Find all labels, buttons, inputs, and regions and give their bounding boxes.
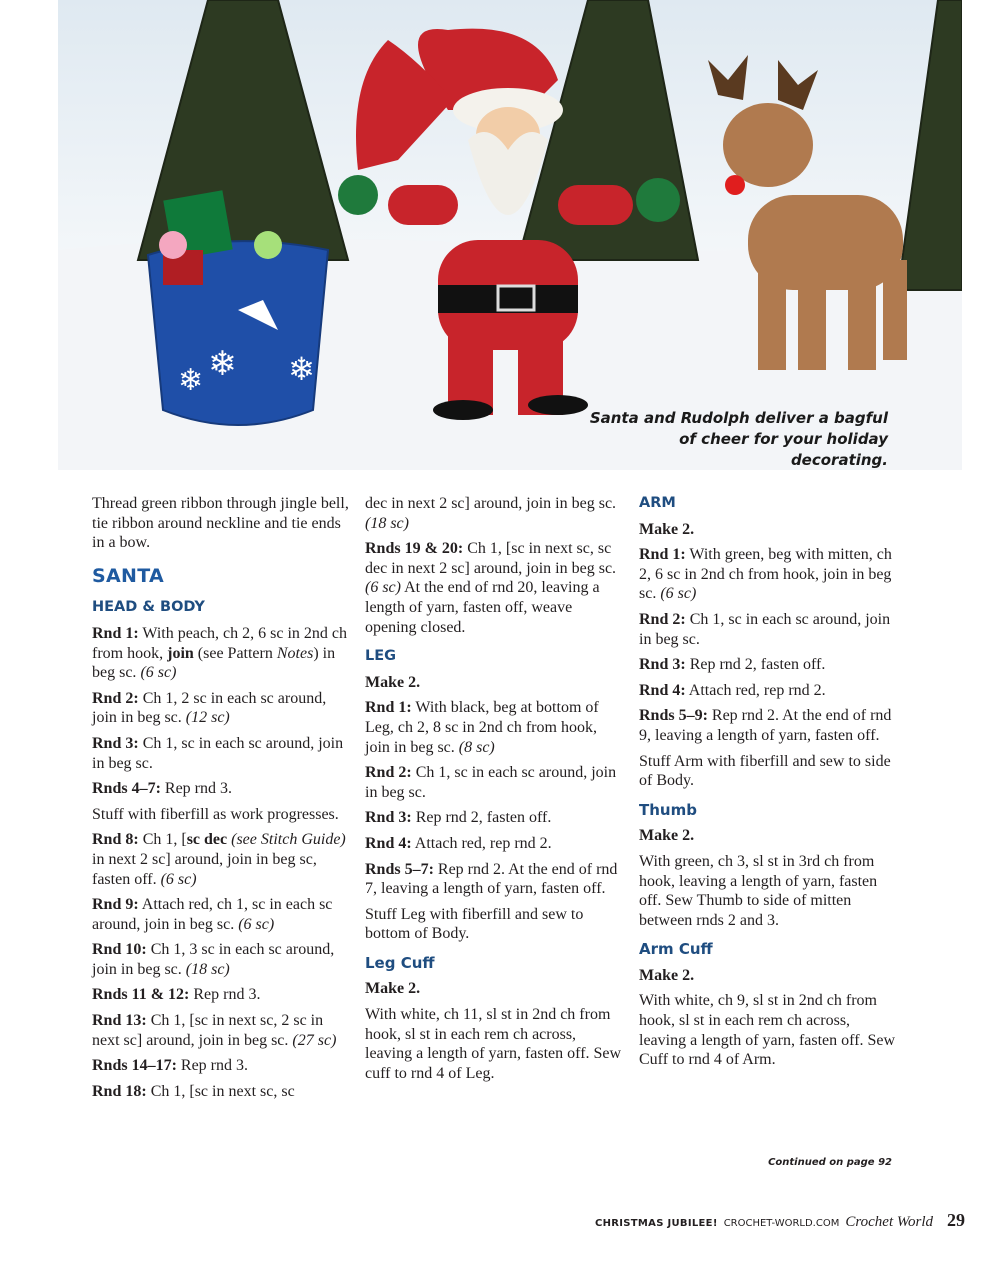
- footer-magazine: Crochet World: [845, 1214, 933, 1230]
- photo-caption: [588, 408, 888, 470]
- instruction-rnd-8: Rnd 8: Ch 1, [sc dec (see Stitch Guide) in next 2 sc] around, join in beg sc, fasten off. (6 sc): [92, 831, 346, 888]
- instruction-rnd-13: Rnd 13: Ch 1, [sc in next sc, 2 sc in next sc] around, join in beg sc. (27 sc): [92, 1012, 337, 1049]
- footer-section: CHRISTMAS JUBILEE!: [594, 1218, 718, 1229]
- instruction-rnd-18-cont: dec in next 2 sc] around, join in beg sc. (18 sc): [365, 495, 617, 532]
- svg-text:❄: ❄: [288, 350, 315, 388]
- subheading-arm: ARM: [639, 495, 676, 511]
- caption-line: Santa and Rudolph deliver a bagful: [589, 409, 888, 427]
- make-count: Make 2.: [639, 520, 695, 538]
- svg-text:❄: ❄: [178, 363, 204, 398]
- instruction-arm-rnds-5-9: Rnds 5–9: Rep rnd 2. At the end of rnd 9, leaving a length of yarn, fasten off.: [639, 707, 892, 744]
- instruction-arm-cuff: With white, ch 9, sl st in 2nd ch from hook, sl st in each rem ch across, leaving a length of yarn, fasten off. Sew Cuff to rnd 4 of Arm.: [639, 992, 896, 1069]
- page-number: 29: [947, 1210, 965, 1230]
- instruction-arm-stuff: Stuff Arm with fiberfill and sew to side of Body.: [639, 752, 891, 790]
- page-footer: [595, 1210, 965, 1231]
- instruction-leg-cuff: With white, ch 11, sl st in 2nd ch from hook, sl st in each rem ch across, leaving a length of yarn, fasten off. Sew cuff to rnd 4 of Leg.: [365, 1006, 622, 1082]
- instruction-rnds-19-20: Rnds 19 & 20: Ch 1, [sc in next sc, sc dec in next 2 sc] around, join in beg sc. (6 sc) At the end of rnd 20, leaving a length of yarn, fasten off, weave opening closed.: [365, 540, 617, 636]
- column-2: [365, 494, 623, 1089]
- continued-note: Continued on page 92: [768, 1157, 892, 1168]
- instruction-rnds-14-17: Rnds 14–17: Rep rnd 3.: [92, 1057, 249, 1075]
- instruction-leg-rnd-1: Rnd 1: With black, beg at bottom of Leg, ch 2, 8 sc in 2nd ch from hook, join in beg sc. (8 sc): [365, 699, 599, 756]
- instruction-stuff: Stuff with fiberfill as work progresses.: [92, 805, 339, 823]
- instruction-rnd-2: Rnd 2: Ch 1, 2 sc in each sc around, join in beg sc. (12 sc): [92, 689, 327, 727]
- crochet-figures-illustration: [58, 0, 962, 470]
- instruction-arm-rnd-2: Rnd 2: Ch 1, sc in each sc around, join in beg sc.: [639, 610, 891, 648]
- instruction-rnd-1: Rnd 1: With peach, ch 2, 6 sc in 2nd ch from hook, join (see Pattern Notes) in beg sc. (6 sc): [92, 624, 348, 682]
- svg-text:❄: ❄: [208, 344, 237, 384]
- instruction-leg-rnd-4: Rnd 4: Attach red, rep rnd 2.: [365, 834, 552, 852]
- instruction-rnds-11-12: Rnds 11 & 12: Rep rnd 3.: [92, 986, 261, 1004]
- column-3: [639, 494, 897, 1076]
- footer-site: CROCHET-WORLD.COM: [723, 1218, 840, 1229]
- instruction-thumb: With green, ch 3, sl st in 3rd ch from hook, leaving a length of yarn, fasten off. Sew Thumb to side of mitten between rnds 2 and 3.: [639, 852, 878, 929]
- section-heading-santa: SANTA: [92, 564, 164, 587]
- instruction-rnd-10: Rnd 10: Ch 1, 3 sc in each sc around, join in beg sc. (18 sc): [92, 941, 335, 978]
- instruction-leg-stuff: Stuff Leg with fiberfill and sew to bottom of Body.: [365, 905, 584, 943]
- make-count: Make 2.: [365, 980, 421, 998]
- instruction-rnds-4-7: Rnds 4–7: Rep rnd 3.: [92, 780, 233, 798]
- make-count: Make 2.: [639, 827, 695, 845]
- instruction-leg-rnd-2: Rnd 2: Ch 1, sc in each sc around, join in beg sc.: [365, 764, 617, 801]
- subheading-leg: LEG: [365, 648, 397, 665]
- instruction-arm-rnd-4: Rnd 4: Attach red, rep rnd 2.: [639, 681, 826, 699]
- instruction-leg-rnd-3: Rnd 3: Rep rnd 2, fasten off.: [365, 809, 552, 827]
- subheading-arm-cuff: Arm Cuff: [639, 940, 713, 959]
- subheading-leg-cuff: Leg Cuff: [365, 953, 435, 972]
- make-count: Make 2.: [639, 966, 695, 984]
- make-count: Make 2.: [365, 673, 421, 691]
- caption-line: of cheer for your holiday decorating.: [679, 430, 888, 469]
- instruction-rnd-18: Rnd 18: Ch 1, [sc in next sc, sc: [92, 1082, 295, 1100]
- instruction-leg-rnds-5-7: Rnds 5–7: Rep rnd 2. At the end of rnd 7, leaving a length of yarn, fasten off.: [365, 860, 618, 898]
- instruction-rnd-3: Rnd 3: Ch 1, sc in each sc around, join in beg sc.: [92, 734, 344, 772]
- instruction-rnd-9: Rnd 9: Attach red, ch 1, sc in each sc around, join in beg sc. (6 sc): [92, 896, 333, 933]
- subheading-head-body: HEAD & BODY: [92, 599, 205, 616]
- hero-photo: [58, 0, 962, 470]
- instruction-arm-rnd-3: Rnd 3: Rep rnd 2, fasten off.: [639, 656, 826, 674]
- instruction-arm-rnd-1: Rnd 1: With green, beg with mitten, ch 2, 6 sc in 2nd ch from hook, join in beg sc. (6 sc): [639, 546, 892, 603]
- subheading-thumb: Thumb: [639, 800, 697, 819]
- intro-paragraph: Thread green ribbon through jingle bell, tie ribbon around neckline and tie ends in a bow.: [92, 495, 349, 552]
- column-1: [92, 494, 350, 1107]
